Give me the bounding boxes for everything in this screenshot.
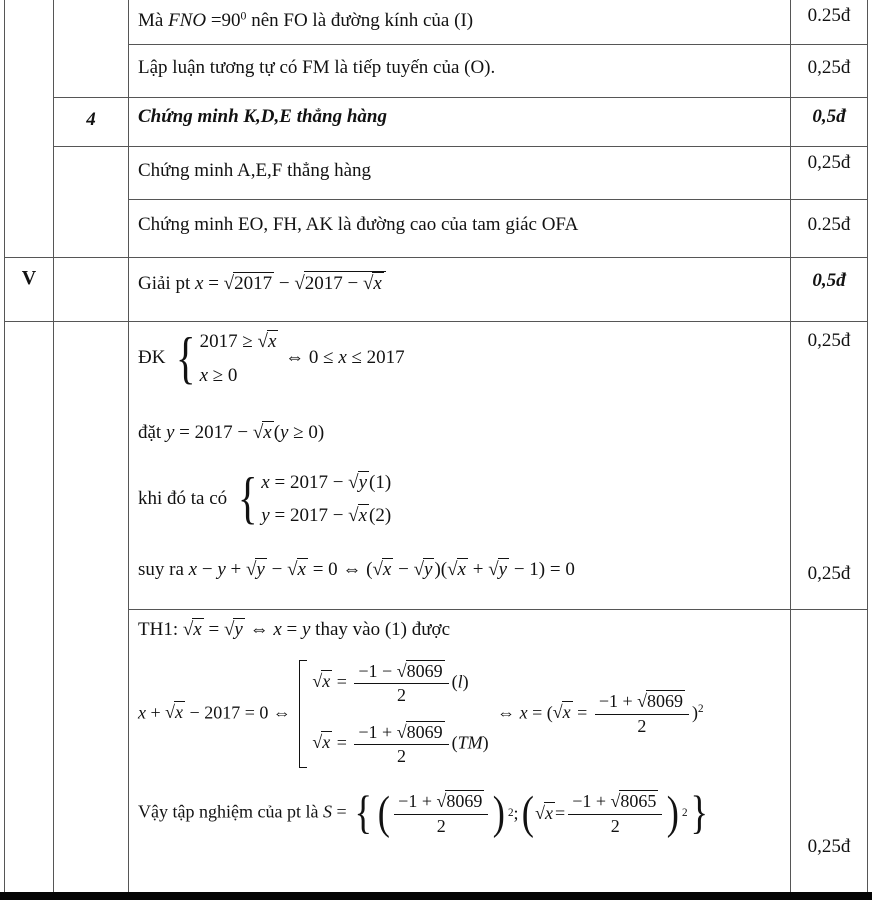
question-col-cell <box>5 610 54 892</box>
math-line-equation: x + √x − 2017 = 0 ⇔ √x = $\frac{-1 - √8069}{2}$ (l) √x = $\frac{-1 + √8069}{2}$ (TM) ⇔ x = (√x = $\frac{-1 + √8069}{2}$ )$^2$ <box>138 660 704 767</box>
content-cell <box>129 0 791 45</box>
answer-text: Giải pt x = √2017 − √2017 − √x <box>129 258 790 298</box>
points-cell <box>791 200 868 258</box>
table-row <box>5 610 869 892</box>
content-cell <box>129 200 791 258</box>
points-cell <box>791 0 868 45</box>
points-value: 0,25đ <box>807 836 851 857</box>
math-line-dat: đặt y = 2017 − √x (y ≥ 0) <box>138 422 325 444</box>
content-cell <box>129 45 791 98</box>
subquestion-number: 4 <box>86 109 96 130</box>
question-col-cell <box>5 322 54 610</box>
question-number: V <box>21 267 37 289</box>
answer-text: Chứng minh K,D,E thẳng hàng <box>138 106 387 127</box>
points-value: 0,5đ <box>812 270 846 291</box>
answer-text: Lập luận tương tự có FM là tiếp tuyến của (O). <box>138 57 496 78</box>
points-cell <box>791 98 868 147</box>
points-value: 0,25đ <box>807 57 851 78</box>
math-line-khido: khi đó ta có { x = 2017 − √y (1) y = 2017 − √x (2) <box>138 467 392 531</box>
table-row <box>5 45 869 98</box>
subquestion-col-cell <box>54 98 129 147</box>
table-row <box>5 0 869 45</box>
content-cell <box>129 98 791 147</box>
answer-text: Mà FNO $=90^0$ nên FO là đường kính của (I) <box>138 9 474 31</box>
subquestion-col-cell <box>54 258 129 322</box>
answer-text: Chứng minh A,E,F thẳng hàng <box>138 160 372 181</box>
math-line-dk: ĐK { 2017 ≥ √x x ≥ 0 ⇔ 0 ≤ x ≤ 2017 <box>138 326 405 390</box>
points-cell <box>791 147 868 200</box>
subquestion-col-cell <box>54 0 129 45</box>
points-value: 0.25đ <box>807 5 851 26</box>
table-row <box>5 98 869 147</box>
points-value: 0,25đ <box>807 563 851 584</box>
math-line-solution-set: Vậy tập nghiệm của pt là S = { ( $\frac{-1 + √8069}{2}$ ) 2 ; ( √x = $\frac{-1 + √8065}{2}$ ) 2 } <box>138 786 708 839</box>
points-value: 0.25đ <box>807 214 851 235</box>
question-col-cell <box>5 0 54 45</box>
points-value: 0,25đ <box>807 152 851 173</box>
points-value: 0,5đ <box>812 106 846 127</box>
question-col-cell <box>5 147 54 200</box>
subquestion-col-cell <box>54 322 129 610</box>
question-col-cell <box>5 200 54 258</box>
bottom-bar <box>0 892 872 900</box>
subquestion-col-cell <box>54 147 129 200</box>
table-row <box>5 147 869 200</box>
content-cell <box>129 147 791 200</box>
content-cell <box>129 322 791 610</box>
question-col-cell <box>5 45 54 98</box>
math-line-suyra: suy ra x − y + √y − √x = 0 ⇔ (√x − √y )(√x + √y − 1) = 0 <box>138 558 575 580</box>
subquestion-col-cell <box>54 45 129 98</box>
table-row <box>5 322 869 610</box>
points-cell <box>791 610 868 892</box>
question-col-cell <box>5 258 54 322</box>
subquestion-col-cell <box>54 200 129 258</box>
points-cell <box>791 258 868 322</box>
math-line-th1: TH1: √x = √y ⇔ x = y thay vào (1) được <box>138 619 450 640</box>
question-col-cell <box>5 98 54 147</box>
content-cell <box>129 258 791 322</box>
points-cell <box>791 45 868 98</box>
points-value: 0,25đ <box>807 330 851 351</box>
table-row <box>5 258 869 322</box>
points-cell <box>791 322 868 610</box>
answer-text: Chứng minh EO, FH, AK là đường cao của tam giác OFA <box>138 214 579 235</box>
content-cell <box>129 610 791 892</box>
subquestion-col-cell <box>54 610 129 892</box>
answer-key-table <box>4 0 869 892</box>
table-row <box>5 200 869 258</box>
